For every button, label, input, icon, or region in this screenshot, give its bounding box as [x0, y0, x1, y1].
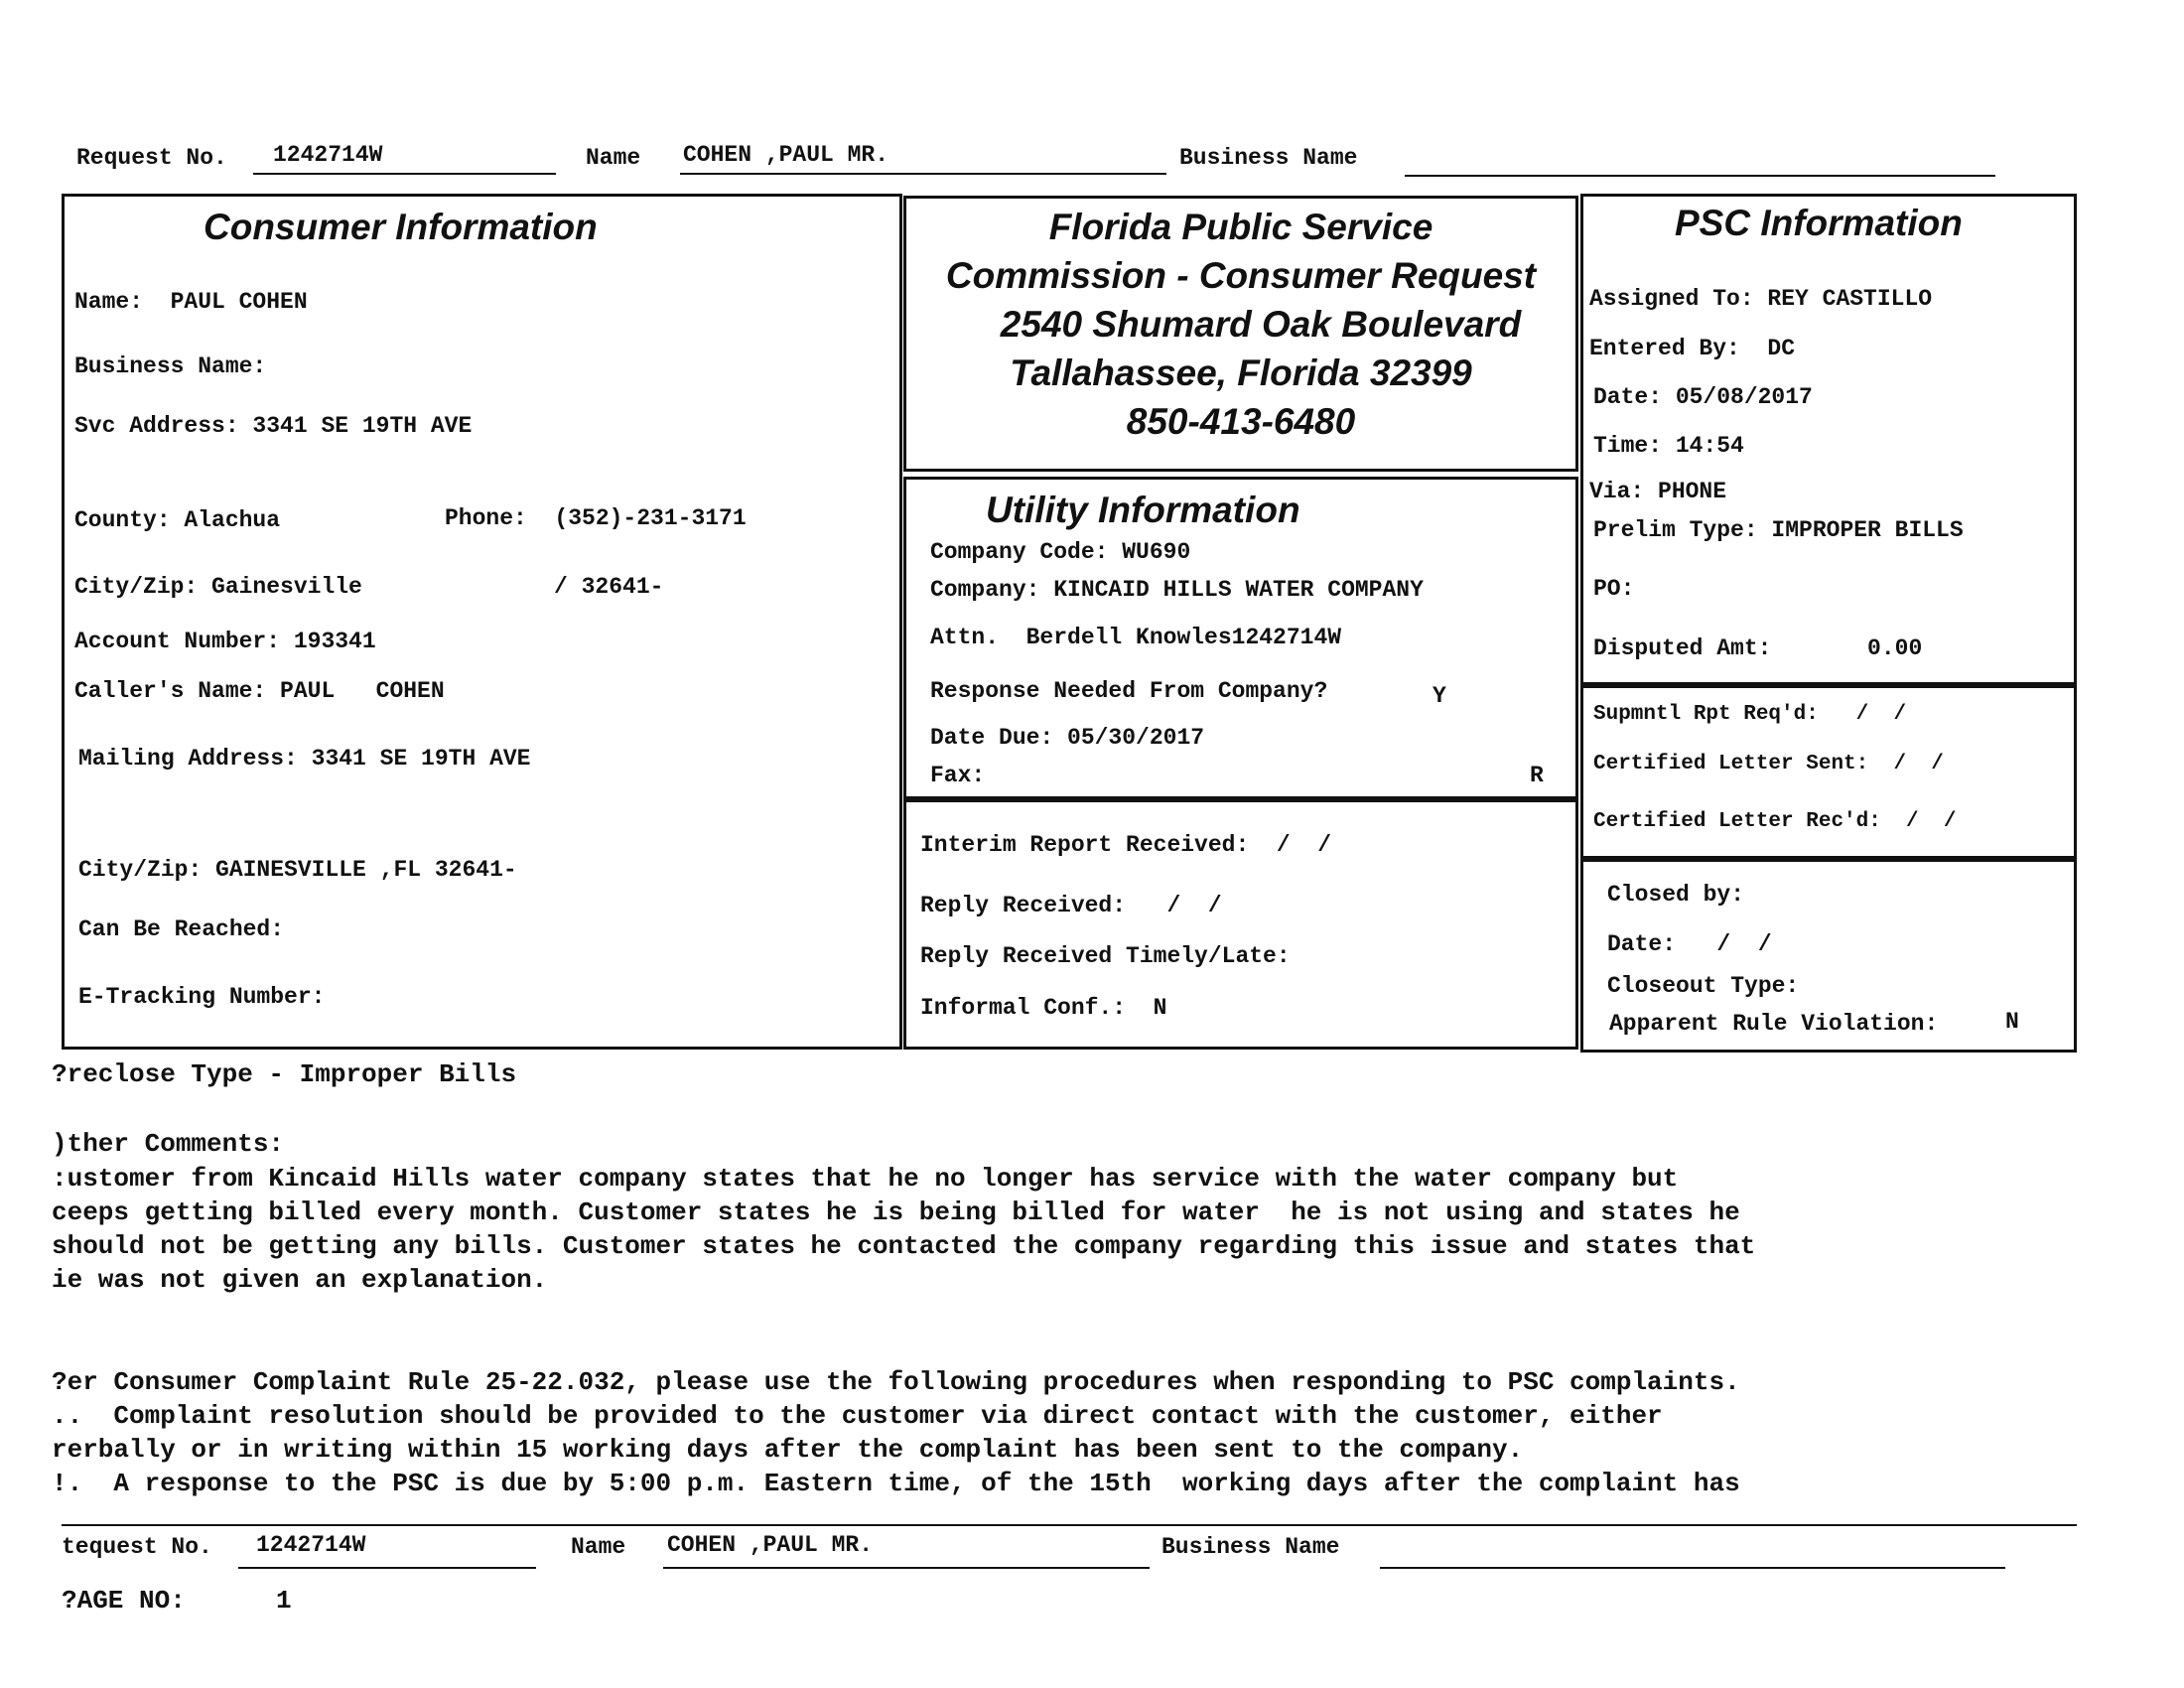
footer-name-label: Name — [571, 1534, 626, 1560]
request-number-label: Request No. — [76, 145, 227, 171]
rule-line-1: ?er Consumer Complaint Rule 25-22.032, please use the following procedures when responding to PSC complaints. — [52, 1367, 1740, 1397]
page-number-value: 1 — [276, 1586, 292, 1616]
response-needed: Response Needed From Company? — [930, 678, 1328, 704]
closeout-type: Closeout Type: — [1607, 973, 1800, 999]
fpsc-address-street: 2540 Shumard Oak Boulevard — [1000, 304, 1522, 345]
certified-letter-received: Certified Letter Rec'd: / / — [1593, 810, 1957, 833]
utility-information-box — [903, 477, 1578, 799]
prelim-type: Prelim Type: IMPROPER BILLS — [1593, 517, 1964, 543]
footer-request-number-value: 1242714W — [256, 1532, 366, 1558]
rule-line-2: .. Complaint resolution should be provided to the customer via direct contact with the customer, either — [52, 1401, 1663, 1431]
closed-date: Date: / / — [1607, 931, 1772, 957]
comment-line-3: should not be getting any bills. Customer states he contacted the company regarding this issue and states that — [52, 1231, 1756, 1261]
footer-request-underline — [238, 1567, 536, 1569]
footer-name-underline — [663, 1567, 1150, 1569]
city-zip: City/Zip: Gainesville — [74, 574, 362, 600]
footer-divider — [62, 1524, 2077, 1526]
account-number: Account Number: 193341 — [74, 629, 376, 654]
phone: Phone: (352)-231-3171 — [445, 505, 747, 531]
psc-information-title: PSC Information — [1675, 203, 1963, 243]
footer-name-value: COHEN ,PAUL MR. — [667, 1532, 874, 1558]
reply-received: Reply Received: / / — [920, 893, 1222, 918]
other-comments-label: )ther Comments: — [52, 1129, 285, 1159]
response-needed-value: Y — [1433, 683, 1446, 709]
service-address: Svc Address: 3341 SE 19TH AVE — [74, 413, 473, 439]
request-number-underline — [253, 173, 556, 175]
callers-name: Caller's Name: PAUL COHEN — [74, 678, 445, 704]
date-due: Date Due: 05/30/2017 — [930, 725, 1205, 751]
reply-timely-late: Reply Received Timely/Late: — [920, 943, 1291, 969]
footer-business-underline — [1380, 1567, 2005, 1569]
disputed-amount: Disputed Amt: 0.00 — [1593, 635, 1923, 661]
comment-line-1: :ustomer from Kincaid Hills water company states that he no longer has service with the water company but — [52, 1164, 1679, 1194]
mailing-address: Mailing Address: 3341 SE 19TH AVE — [78, 746, 531, 772]
interim-report-box — [903, 799, 1578, 1050]
fax-value: R — [1530, 763, 1544, 788]
can-be-reached: Can Be Reached: — [78, 916, 285, 942]
fpsc-line-2: Commission - Consumer Request — [945, 255, 1537, 296]
footer-business-name-label: Business Name — [1161, 1534, 1340, 1560]
rule-line-4: !. A response to the PSC is due by 5:00 p.m. Eastern time, of the 15th working days after the complaint has — [52, 1469, 1740, 1498]
preclose-type: ?reclose Type - Improper Bills — [52, 1059, 517, 1089]
consumer-business-name: Business Name: — [74, 353, 267, 379]
name-underline — [680, 173, 1166, 175]
rule-line-3: rerbally or in writing within 15 working days after the complaint has been sent to the company. — [52, 1435, 1524, 1465]
mailing-city-zip: City/Zip: GAINESVILLE ,FL 32641- — [78, 857, 517, 883]
closed-by: Closed by: — [1607, 882, 1745, 908]
fpsc-address-box — [903, 196, 1578, 472]
utility-information-title: Utility Information — [986, 490, 1300, 530]
fpsc-address-city: Tallahassee, Florida 32399 — [1010, 352, 1472, 393]
interim-report-received: Interim Report Received: / / — [920, 832, 1332, 858]
footer-request-number-label: tequest No. — [62, 1534, 212, 1560]
county: County: Alachua — [74, 507, 281, 533]
comment-line-2: ceeps getting billed every month. Customer states he is being billed for water he is not using and states he — [52, 1197, 1740, 1227]
contact-via: Via: PHONE — [1589, 479, 1727, 504]
psc-information-box — [1580, 194, 2077, 685]
consumer-name: Name: PAUL COHEN — [74, 289, 308, 315]
fpsc-phone: 850-413-6480 — [1126, 401, 1356, 442]
consumer-information-title: Consumer Information — [204, 207, 598, 247]
zip-code: / 32641- — [554, 574, 664, 600]
informal-conference: Informal Conf.: N — [920, 995, 1167, 1021]
request-number-value: 1242714W — [273, 142, 383, 168]
entry-time: Time: 14:54 — [1593, 433, 1744, 459]
supplemental-report-required: Supmntl Rpt Req'd: / / — [1593, 703, 1907, 726]
company-name: Company: KINCAID HILLS WATER COMPANY — [930, 577, 1424, 603]
supplemental-report-box — [1580, 685, 2077, 859]
e-tracking-number: E-Tracking Number: — [78, 984, 326, 1010]
comment-line-4: ie was not given an explanation. — [52, 1265, 548, 1295]
apparent-rule-violation: Apparent Rule Violation: — [1609, 1011, 1939, 1037]
closeout-box — [1580, 859, 2077, 1053]
name-label: Name — [586, 145, 641, 171]
page-number-label: ?AGE NO: — [62, 1586, 186, 1616]
entered-by: Entered By: DC — [1589, 336, 1796, 361]
fax: Fax: — [930, 763, 986, 788]
name-value: COHEN ,PAUL MR. — [683, 142, 889, 168]
business-name-label: Business Name — [1179, 145, 1358, 171]
fpsc-line-1: Florida Public Service — [1048, 207, 1433, 247]
apparent-rule-violation-value: N — [2005, 1009, 2019, 1035]
company-code: Company Code: WU690 — [930, 539, 1191, 565]
assigned-to: Assigned To: REY CASTILLO — [1589, 286, 1933, 312]
attention-contact: Attn. Berdell Knowles1242714W — [930, 625, 1342, 650]
certified-letter-sent: Certified Letter Sent: / / — [1593, 753, 1944, 775]
consumer-information-box — [62, 194, 902, 1050]
business-name-underline — [1405, 175, 1995, 177]
po: PO: — [1593, 576, 1635, 602]
entry-date: Date: 05/08/2017 — [1593, 384, 1813, 410]
